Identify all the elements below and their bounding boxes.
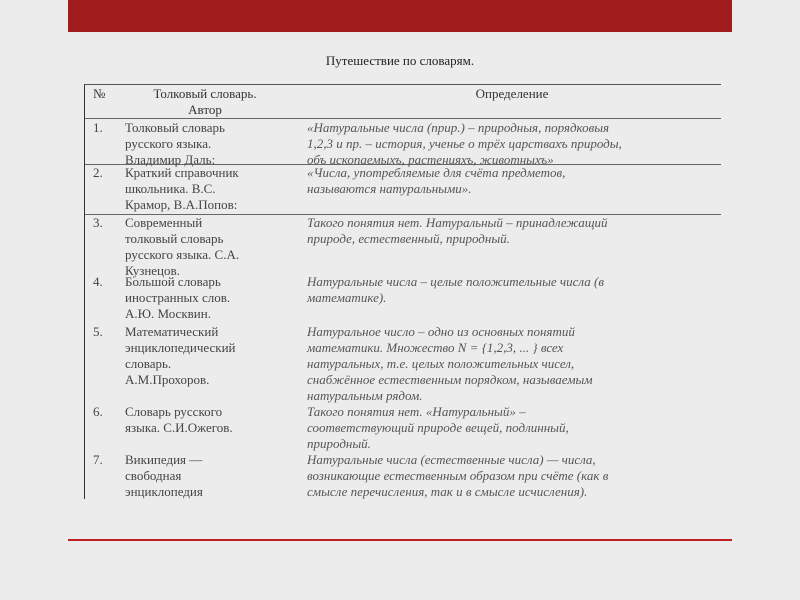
top-accent-bar — [68, 0, 732, 32]
table-header — [85, 85, 721, 119]
dictionary-name-line: Математический — [125, 324, 219, 339]
definition-line: натуральных, т.е. целых положительных чисел, — [307, 356, 575, 371]
slide-title: Путешествие по словарям. — [325, 53, 475, 68]
definition-line: Такого понятия нет. «Натуральный» – — [307, 404, 526, 419]
row-number: 3. — [93, 215, 103, 230]
definition-line: снабжённое естественным порядком, называемым — [307, 372, 593, 387]
definition-line: математике). — [307, 290, 387, 305]
definition-line: смысле перечисления, так и в смысле исчисления). — [307, 484, 588, 499]
dictionary-name — [125, 120, 305, 168]
definition-line: природный. — [307, 436, 371, 451]
header-dictionary — [115, 86, 295, 118]
dictionary-name-line: русского языка. — [125, 136, 212, 151]
definition-line: Натуральные числа (естественные числа) — числа, — [307, 452, 596, 467]
definition-line: 1,2,3 и пр. – история, ученье о трёх царствахъ природы, — [307, 136, 622, 151]
definition — [307, 274, 717, 306]
header-dict-line: Автор — [188, 102, 222, 117]
table-row — [85, 403, 721, 451]
definition — [307, 120, 717, 168]
dictionary-name-line: Словарь русского — [125, 404, 223, 419]
dictionary-name-line: свободная — [125, 468, 182, 483]
definition — [307, 165, 717, 197]
definition — [307, 404, 717, 452]
dictionary-name-line: Википедия — — [125, 452, 203, 467]
dictionary-name-line: Кузнецов. — [125, 263, 180, 278]
dictionary-name — [125, 452, 305, 500]
dictionary-name — [125, 165, 305, 213]
definition-line: Натуральное число – одно из основных понятий — [307, 324, 575, 339]
dictionary-name-line: Современный — [125, 215, 203, 230]
table-row — [85, 451, 721, 499]
row-number: 2. — [93, 165, 103, 180]
definition-line: Натуральные числа – целые положительные числа (в — [307, 274, 604, 289]
dictionary-name — [125, 324, 305, 388]
header-dict-line: Толковый словарь. — [153, 86, 257, 101]
bottom-accent-line — [68, 539, 732, 541]
dictionary-name-line: языка. С.И.Ожегов. — [125, 420, 233, 435]
header-num: № — [93, 86, 106, 101]
table-row — [85, 214, 721, 278]
table-row — [85, 164, 721, 215]
definition-line: соответствующий природе вещей, подлинный, — [307, 420, 569, 435]
dictionary-name-line: Толковый словарь — [125, 120, 225, 135]
row-number: 4. — [93, 274, 103, 289]
dictionary-name-line: Владимир Даль: — [125, 152, 216, 167]
definition-line: природе, естественный, природный. — [307, 231, 510, 246]
dictionary-name-line: энциклопедия — [125, 484, 203, 499]
definition-line: математики. Множество N = {1,2,3, ... } всех — [307, 340, 564, 355]
dictionary-name-line: Крамор, В.А.Попов: — [125, 197, 238, 212]
dictionary-name-line: толковый словарь — [125, 231, 224, 246]
dictionary-name-line: иностранных слов. — [125, 290, 231, 305]
dictionary-name — [125, 404, 305, 436]
definition — [307, 324, 717, 404]
dictionary-name-line: А.Ю. Москвин. — [125, 306, 211, 321]
definition-line: возникающие естественным образом при счёте (как в — [307, 468, 609, 483]
dictionary-table — [84, 84, 721, 499]
dictionary-name-line: русского языка. С.А. — [125, 247, 240, 262]
definition-line: объ ископаемыхъ, растенияхъ, животныхъ» — [307, 152, 554, 167]
table-row — [85, 323, 721, 403]
definition-line: натуральным рядом. — [307, 388, 423, 403]
table-row — [85, 273, 721, 323]
dictionary-name-line: Краткий справочник — [125, 165, 239, 180]
dictionary-name-line: Большой словарь — [125, 274, 221, 289]
definition — [307, 215, 717, 247]
row-number: 7. — [93, 452, 103, 467]
row-number: 1. — [93, 120, 103, 135]
dictionary-name-line: школьника. В.С. — [125, 181, 216, 196]
definition — [307, 452, 717, 500]
dictionary-name — [125, 215, 305, 279]
table-row — [85, 119, 721, 165]
definition-line: «Числа, употребляемые для счёта предметов, — [307, 165, 566, 180]
dictionary-name-line: словарь. — [125, 356, 172, 371]
dictionary-name — [125, 274, 305, 322]
row-number: 5. — [93, 324, 103, 339]
definition-line: «Натуральные числа (прир.) – природныя, порядковыя — [307, 120, 610, 135]
dictionary-name-line: энциклопедический — [125, 340, 236, 355]
row-number: 6. — [93, 404, 103, 419]
definition-line: Такого понятия нет. Натуральный – принадлежащий — [307, 215, 608, 230]
definition-line: называются натуральными». — [307, 181, 472, 196]
header-definition: Определение — [475, 86, 549, 101]
dictionary-name-line: А.М.Прохоров. — [125, 372, 210, 387]
